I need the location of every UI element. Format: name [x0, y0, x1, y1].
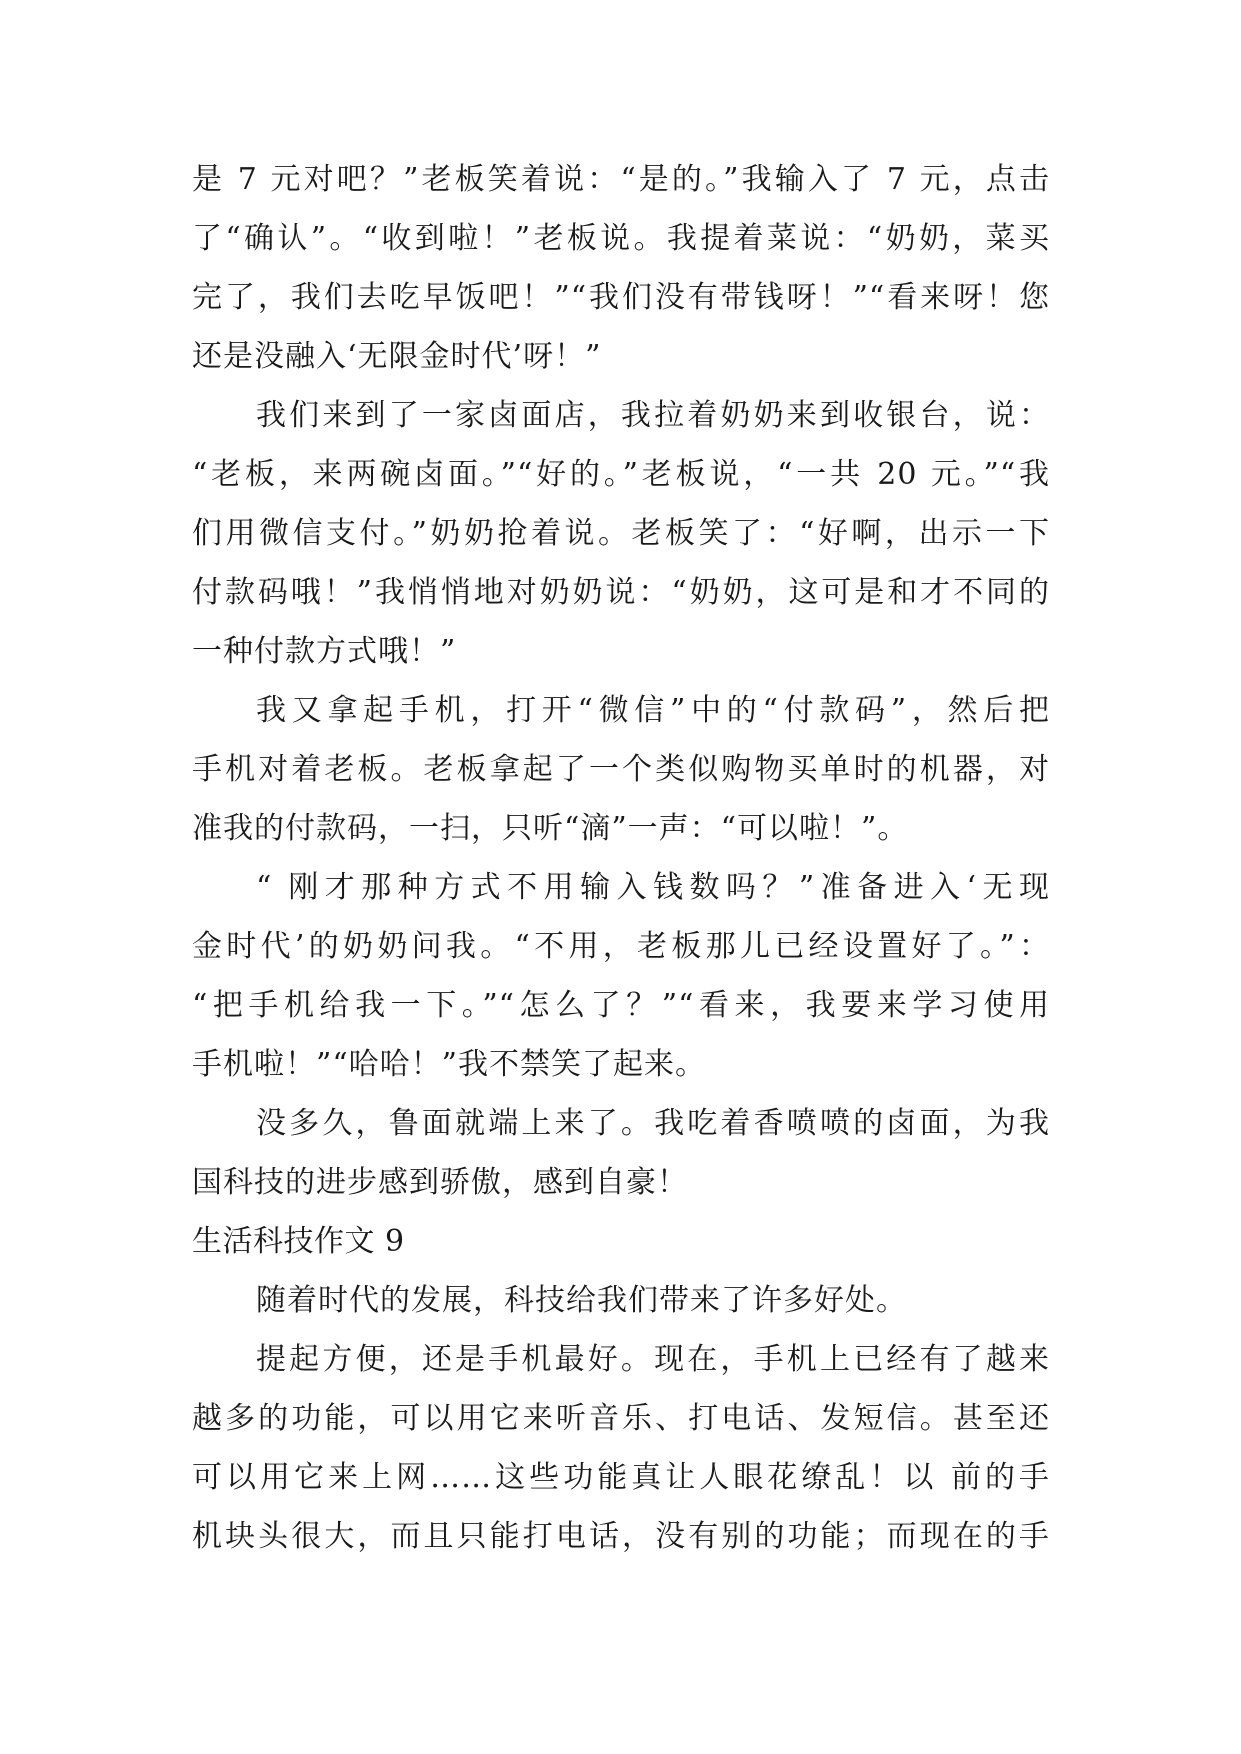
- text-line: 一种付款方式哦！”: [192, 634, 457, 669]
- text-line: “老板，来两碗卤面。”“好的。”老板说，“一共 20 元。”“我: [192, 457, 1050, 492]
- text-line: 金时代’的奶奶问我。“不用，老板那儿已经设置好了。”：: [192, 929, 1050, 964]
- text-line: 还是没融入‘无限金时代’呀！”: [192, 339, 602, 374]
- text-line: 国科技的进步感到骄傲，感到自豪！: [192, 1165, 688, 1200]
- text-line: 可以用它来上网……这些功能真让人眼花缭乱！以 前的手: [192, 1460, 1050, 1495]
- text-line: 准我的付款码，一扫，只听“滴”一声：“可以啦！”。: [192, 811, 909, 846]
- text-line: 们用微信支付。”奶奶抢着说。老板笑了：“好啊，出示一下: [192, 516, 1050, 551]
- section-heading: 生活科技作文 9: [192, 1224, 405, 1259]
- text-line: 我们来到了一家卤面店，我拉着奶奶来到收银台，说：: [256, 398, 1050, 433]
- paragraph: [192, 681, 1050, 858]
- text-line: 没多久，鲁面就端上来了。我吃着香喷喷的卤面，为我: [256, 1106, 1050, 1141]
- paragraph: [192, 1094, 1050, 1212]
- text-line: “ 刚才那种方式不用输入钱数吗？”准备进入‘无现: [256, 870, 1050, 905]
- text-line: 手机对着老板。老板拿起了一个类似购物买单时的机器，对: [192, 752, 1050, 787]
- text-line: 我又拿起手机，打开“微信”中的“付款码”，然后把: [256, 693, 1050, 728]
- text-line: 机块头很大，而且只能打电话，没有别的功能；而现在的手: [192, 1519, 1050, 1554]
- paragraph: [192, 858, 1050, 1094]
- text-line: 是 7 元对吧？”老板笑着说：“是的。”我输入了 7 元，点击: [192, 162, 1050, 197]
- text-line: 随着时代的发展，科技给我们带来了许多好处。: [256, 1283, 907, 1318]
- paragraph: [192, 1330, 1050, 1566]
- text-line: 提起方便，还是手机最好。现在，手机上已经有了越来: [256, 1342, 1050, 1377]
- paragraph: [192, 386, 1050, 681]
- text-line: 手机啦！”“哈哈！”我不禁笑了起来。: [192, 1047, 707, 1082]
- text-line: 付款码哦！”我悄悄地对奶奶说：“奶奶，这可是和才不同的: [192, 575, 1050, 610]
- text-line: “把手机给我一下。”“怎么了？”“看来，我要来学习使用: [192, 988, 1050, 1023]
- text-line: 了“确认”。“收到啦！”老板说。我提着菜说：“奶奶，菜买: [192, 221, 1050, 256]
- paragraph: [192, 150, 1050, 386]
- paragraph: [192, 1271, 1050, 1330]
- text-line: 越多的功能，可以用它来听音乐、打电话、发短信。甚至还: [192, 1401, 1050, 1436]
- document-page: [192, 150, 1050, 1566]
- text-line: 完了，我们去吃早饭吧！”“我们没有带钱呀！”“看来呀！您: [192, 280, 1050, 315]
